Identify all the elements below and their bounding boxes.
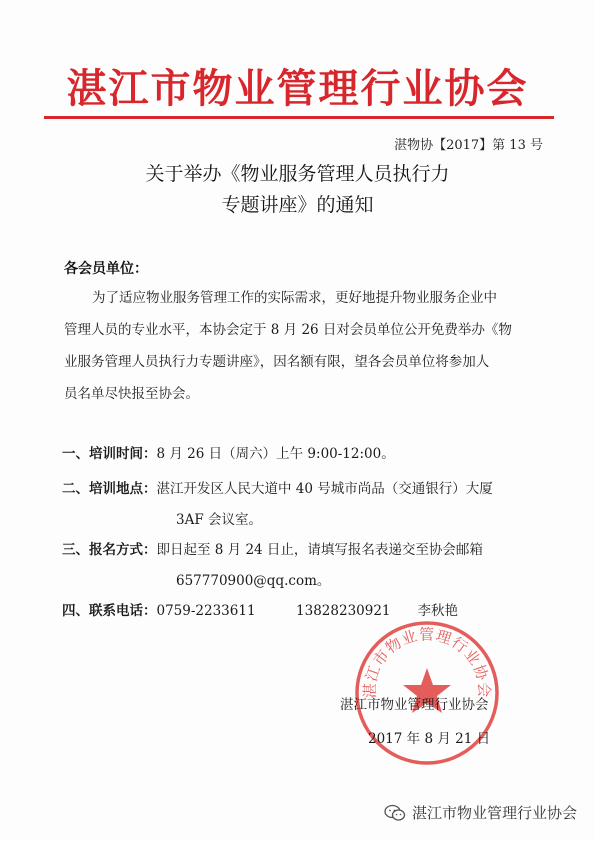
training-time-label: 一、培训时间：	[62, 446, 157, 462]
item-signup-method	[62, 540, 483, 560]
signup-email: 657770900@qq.com。	[176, 573, 331, 589]
document-number: 湛物协【2017】第 13 号	[394, 138, 543, 153]
body-line-2: 管理人员的专业水平，本协会定于 8 月 26 日对会员单位公开免费举办《物	[64, 322, 512, 338]
contact-phone-label: 四、联系电话：	[62, 603, 157, 619]
svg-text:湛江市物业管理行业协会: 湛江市物业管理行业协会	[360, 625, 494, 699]
signup-method-label: 三、报名方式：	[62, 542, 157, 558]
signature-org: 湛江市物业管理行业协会	[340, 697, 489, 713]
body-line-1: 为了适应物业服务管理工作的实际需求，更好地提升物业服务企业中	[92, 290, 497, 306]
salutation: 各会员单位：	[64, 261, 148, 277]
wechat-watermark	[384, 802, 577, 823]
body-line-3: 业服务管理人员执行力专题讲座》，因名额有限，望各会员单位将参加人	[64, 354, 490, 370]
contact-phone-value: 0759-2233611 13828230921 李秋艳	[156, 603, 459, 619]
item-training-place	[62, 479, 493, 499]
training-place-label: 二、培训地点：	[62, 481, 157, 497]
body-line-4: 员名单尽快报至协会。	[64, 386, 199, 402]
document-date: 2017 年 8 月 21 日	[368, 731, 491, 747]
letterhead-red-rule	[44, 116, 554, 119]
watermark-text: 湛江市物业管理行业协会	[411, 804, 577, 822]
training-time-value: 8 月 26 日（周六）上午 9:00-12:00。	[156, 446, 395, 462]
item-training-time	[62, 444, 395, 464]
letterhead-title: 湛江市物业管理行业协会	[66, 65, 529, 112]
training-place-value: 湛江开发区人民大道中 40 号城市尚品（交通银行）大厦	[156, 481, 493, 497]
wechat-icon	[384, 804, 406, 822]
notice-title-line2: 专题讲座》的通知	[221, 194, 374, 216]
notice-title-line1: 关于举办《物业服务管理人员执行力	[145, 163, 450, 185]
training-place-value-cont: 3AF 会议室。	[176, 512, 262, 528]
signup-method-value: 即日起至 8 月 24 日止，请填写报名表递交至协会邮箱	[156, 542, 483, 558]
